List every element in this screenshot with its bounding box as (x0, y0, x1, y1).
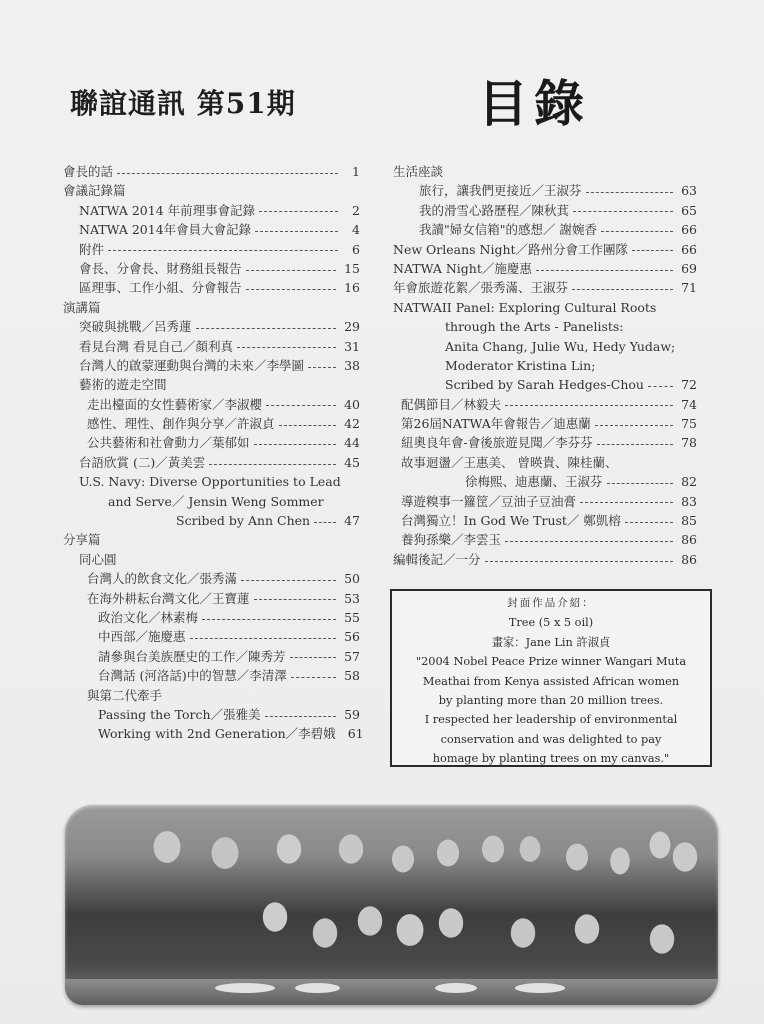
toc-page-number: 53 (344, 590, 360, 606)
toc-entry (63, 220, 360, 239)
toc-entry (393, 375, 697, 394)
toc-entry-title: 附件 (79, 241, 105, 257)
toc-entry (63, 162, 360, 181)
toc-entry-title: through the Arts - Panelists: (445, 319, 624, 335)
toc-entry-title: 會議記錄篇 (63, 183, 126, 199)
cover-artwork-info-box (390, 589, 712, 767)
toc-entry (63, 240, 360, 259)
toc-entry-title: 分享篇 (63, 532, 101, 548)
toc-title: 目錄 (478, 74, 590, 133)
toc-entry (63, 298, 360, 317)
toc-entry-title: U.S. Navy: Diverse Opportunities to Lead (79, 474, 341, 490)
toc-page-number: 38 (344, 357, 360, 373)
toc-entry-title: Anita Chang, Julie Wu, Hedy Yudaw; (445, 338, 676, 354)
toc-leader-dots (597, 443, 673, 445)
toc-leader-dots (485, 560, 674, 562)
cover-artist: 畫家：Jane Lin 許淑貞 (491, 635, 611, 649)
toc-page-number: 83 (681, 493, 697, 509)
toc-leader-dots (190, 637, 337, 639)
toc-entry (63, 278, 360, 297)
toc-entry (393, 220, 697, 239)
toc-leader-dots (246, 269, 337, 271)
toc-entry (63, 317, 360, 336)
toc-entry (63, 395, 360, 414)
toc-entry (393, 453, 697, 472)
toc-entry-title: 會長、分會長、財務組長報告 (79, 260, 242, 276)
toc-entry (63, 414, 360, 433)
toc-page-number: 1 (352, 164, 360, 179)
toc-entry-title: Passing the Torch／張雅美 (98, 706, 261, 722)
toc-entry-title: and Serve／ Jensin Weng Sommer (108, 493, 324, 509)
toc-leader-dots (108, 249, 338, 251)
cover-quote-line: conservation and was delighted to pay (440, 732, 662, 746)
toc-entry (393, 530, 697, 549)
toc-leader-dots (254, 443, 337, 445)
toc-entry (63, 511, 360, 530)
toc-entry-title: 請參與台美族歷史的工作／陳秀芳 (98, 648, 286, 664)
toc-page-number: 29 (344, 319, 360, 335)
toc-entry-title: 在海外耕耘台灣文化／王寶蓮 (87, 590, 250, 606)
toc-entry (63, 375, 360, 394)
toc-leader-dots (254, 598, 337, 600)
toc-page-number: 45 (344, 454, 360, 470)
toc-entry (63, 492, 360, 511)
toc-entry-title: 養狗孫樂／李雲玉 (401, 532, 502, 548)
toc-entry (63, 705, 360, 724)
toc-entry (63, 433, 360, 452)
toc-entry (63, 356, 360, 375)
toc-entry (63, 472, 360, 491)
toc-entry-title: 政治文化／林素梅 (98, 609, 199, 625)
toc-leader-dots (265, 715, 337, 717)
cover-quote-line: by planting more than 20 million trees. (438, 693, 664, 707)
toc-page-number: 72 (681, 377, 697, 393)
toc-entry-title: 旅行，讓我們更接近／王淑芬 (419, 183, 582, 199)
toc-entry-title: 台灣人的啟蒙運動與台灣的未來／李學圖 (79, 357, 305, 373)
toc-entry-title: 台灣人的飲食文化／張秀滿 (87, 571, 238, 587)
toc-page-number: 15 (344, 260, 360, 276)
toc-entry (63, 453, 360, 472)
toc-entry (393, 395, 697, 414)
toc-entry-title: 我的滑雪心路歷程／陳秋萁 (419, 202, 570, 218)
toc-leader-dots (648, 385, 673, 387)
toc-leader-dots (601, 230, 673, 232)
toc-page-number: 86 (681, 551, 697, 567)
toc-entry (63, 530, 360, 549)
toc-leader-dots (196, 327, 337, 329)
toc-leader-dots (586, 191, 674, 193)
toc-entry-title: New Orleans Night／路州分會工作團隊 (393, 241, 629, 257)
toc-entry-title: NATWA Night／施慶惠 (393, 260, 532, 276)
toc-leader-dots (259, 210, 338, 212)
toc-leader-dots (308, 366, 336, 368)
toc-entry-title: 感性、理性、創作與分享／許淑貞 (87, 416, 275, 432)
toc-page-number: 75 (681, 416, 697, 432)
toc-entry (63, 666, 360, 685)
toc-entry-title: 演講篇 (63, 299, 101, 315)
toc-page-number: 40 (344, 396, 360, 412)
toc-entry (393, 356, 697, 375)
toc-entry-title: 中西部／施慶惠 (98, 629, 186, 645)
toc-entry-title: 會長的話 (63, 164, 114, 179)
toc-entry (63, 259, 360, 278)
toc-entry-title: 與第二代牽手 (87, 687, 163, 703)
toc-leader-dots (290, 656, 337, 658)
toc-entry-title: 同心圓 (79, 551, 117, 567)
toc-leader-dots (241, 579, 336, 581)
toc-entry-title: NATWA 2014年會員大會記錄 (79, 222, 252, 238)
toc-entry (63, 589, 360, 608)
cover-info-heading: 封面作品介紹： (507, 597, 595, 609)
toc-page-number: 82 (681, 474, 697, 490)
toc-entry (393, 414, 697, 433)
toc-right-column (393, 162, 697, 569)
toc-leader-dots (632, 249, 673, 251)
cover-artwork-title: Tree (5 x 5 oil) (508, 616, 594, 630)
photo-plate (515, 983, 565, 993)
photo-table (65, 979, 718, 1005)
toc-page-number: 78 (681, 435, 697, 451)
toc-entry-title: 配偶節目／林毅夫 (401, 396, 502, 412)
toc-entry-title: 看見台灣 看見自己／顏利真 (79, 338, 233, 354)
toc-page-number: 85 (681, 513, 697, 529)
toc-page-number: 58 (344, 668, 360, 684)
toc-entry (393, 240, 697, 259)
cover-quote-line: Meathai from Kenya assisted African women (422, 674, 680, 688)
toc-entry (393, 259, 697, 278)
toc-entry (63, 550, 360, 569)
toc-leader-dots (505, 540, 673, 542)
toc-leader-dots (607, 482, 674, 484)
toc-entry-title: Working with 2nd Generation／李碧娥 (98, 726, 336, 742)
toc-leader-dots (266, 404, 336, 406)
toc-entry-title: NATWAII Panel: Exploring Cultural Roots (393, 299, 657, 315)
toc-leader-dots (536, 269, 673, 271)
toc-page-number: 74 (681, 396, 697, 412)
cover-quote-line: homage by planting trees on my canvas." (432, 752, 670, 766)
toc-entry-title: 台灣話 (河洛話)中的智慧／李清澤 (98, 668, 287, 684)
toc-entry-title: Moderator Kristina Lin; (445, 357, 596, 373)
toc-entry (393, 433, 697, 452)
toc-page-number: 55 (344, 609, 360, 625)
toc-page-number: 66 (681, 222, 697, 238)
toc-entry-title: 台灣獨立！In God We Trust／ 鄭凱榕 (401, 513, 621, 529)
toc-leader-dots (573, 210, 673, 212)
toc-leader-dots (255, 230, 338, 232)
toc-entry (393, 201, 697, 220)
cover-quote-line: "2004 Nobel Peace Prize winner Wangari Muta (415, 655, 687, 669)
toc-page-number: 69 (681, 260, 697, 276)
toc-entry (63, 686, 360, 705)
toc-page-number: 86 (681, 532, 697, 548)
toc-leader-dots (246, 288, 337, 290)
toc-leader-dots (202, 618, 336, 620)
toc-leader-dots (209, 463, 336, 465)
toc-leader-dots (237, 346, 336, 348)
toc-entry (393, 337, 697, 356)
group-photo (65, 805, 718, 1005)
toc-page-number: 44 (344, 435, 360, 451)
toc-entry-title: 我讀"婦女信箱"的感想／ 謝婉香 (419, 222, 597, 238)
toc-entry (63, 647, 360, 666)
toc-entry-title: 編輯後記／一分 (393, 551, 481, 567)
toc-leader-dots (279, 424, 337, 426)
toc-entry-title: 生活座談 (393, 164, 444, 179)
toc-entry (63, 569, 360, 588)
toc-page-number: 42 (344, 416, 360, 432)
toc-entry-title: Scribed by Ann Chen (176, 513, 311, 529)
toc-entry (63, 608, 360, 627)
toc-entry (63, 181, 360, 200)
toc-page-number: 16 (344, 280, 360, 296)
toc-entry-title: 台語欣賞 (二)／黃美雲 (79, 454, 206, 470)
toc-entry-title: NATWA 2014 年前理事會記錄 (79, 202, 256, 218)
toc-entry-title: 故事迴盪／王惠美、 曾暎貴、陳桂蘭、 (401, 454, 618, 470)
toc-entry (393, 181, 697, 200)
toc-page-number: 4 (352, 222, 360, 238)
toc-page-number: 56 (344, 629, 360, 645)
toc-entry-title: 走出檯面的女性藝術家／李淑櫻 (87, 396, 263, 412)
toc-entry (63, 627, 360, 646)
toc-entry-title: 突破與挑戰／呂秀蓮 (79, 319, 192, 335)
toc-entry (63, 337, 360, 356)
photo-plate (295, 983, 340, 993)
toc-entry-title: 藝術的遊走空間 (79, 377, 167, 393)
toc-entry (393, 492, 697, 511)
cover-quote-line: I respected her leadership of environmental (424, 713, 678, 727)
toc-entry (63, 724, 364, 743)
toc-entry-title: Scribed by Sarah Hedges-Chou (445, 377, 644, 393)
toc-leader-dots (625, 521, 673, 523)
toc-page-number: 57 (344, 648, 360, 664)
toc-entry (393, 550, 697, 569)
toc-leader-dots (580, 501, 673, 503)
toc-leader-dots (572, 288, 673, 290)
toc-page-number: 47 (344, 513, 360, 529)
toc-page-number: 59 (344, 706, 360, 722)
toc-entry (393, 298, 697, 317)
toc-leader-dots (505, 404, 673, 406)
toc-page-number: 31 (344, 338, 360, 354)
toc-page-number: 66 (681, 241, 697, 257)
toc-entry-title: 公共藝術和社會動力／葉郁如 (87, 435, 250, 451)
toc-entry-title: 徐梅熙、迪惠蘭、王淑芬 (465, 474, 603, 490)
toc-entry-title: 區理事、工作小組、分會報告 (79, 280, 242, 296)
toc-leader-dots (314, 521, 336, 523)
toc-entry (393, 472, 697, 491)
toc-page-number: 65 (681, 202, 697, 218)
toc-page-number: 6 (352, 241, 360, 257)
issue-title: 聯誼通訊 第51期 (70, 87, 296, 120)
toc-entry (63, 201, 360, 220)
toc-leader-dots (117, 172, 338, 174)
toc-entry-title: 年會旅遊花絮／張秀滿、王淑芬 (393, 280, 569, 296)
photo-plate (215, 983, 275, 993)
toc-entry (393, 278, 697, 297)
toc-page-number: 50 (344, 571, 360, 587)
toc-page-number: 2 (352, 202, 360, 218)
toc-page-number: 63 (681, 183, 697, 199)
toc-leader-dots (595, 424, 673, 426)
toc-left-column (63, 162, 364, 744)
toc-page-number: 71 (681, 280, 697, 296)
toc-entry (393, 511, 697, 530)
toc-leader-dots (291, 676, 336, 678)
toc-entry-title: 導遊糗事一籮筐／豆油子豆油膏 (401, 493, 577, 509)
toc-entry-title: 第26屆NATWA年會報告／迪惠蘭 (401, 416, 591, 432)
toc-entry-title: 紐奧良年會-會後旅遊見聞／李芬芬 (401, 435, 593, 451)
toc-page-number: 61 (347, 726, 364, 742)
toc-entry (393, 162, 697, 181)
toc-entry (393, 317, 697, 336)
photo-plate (435, 983, 477, 993)
